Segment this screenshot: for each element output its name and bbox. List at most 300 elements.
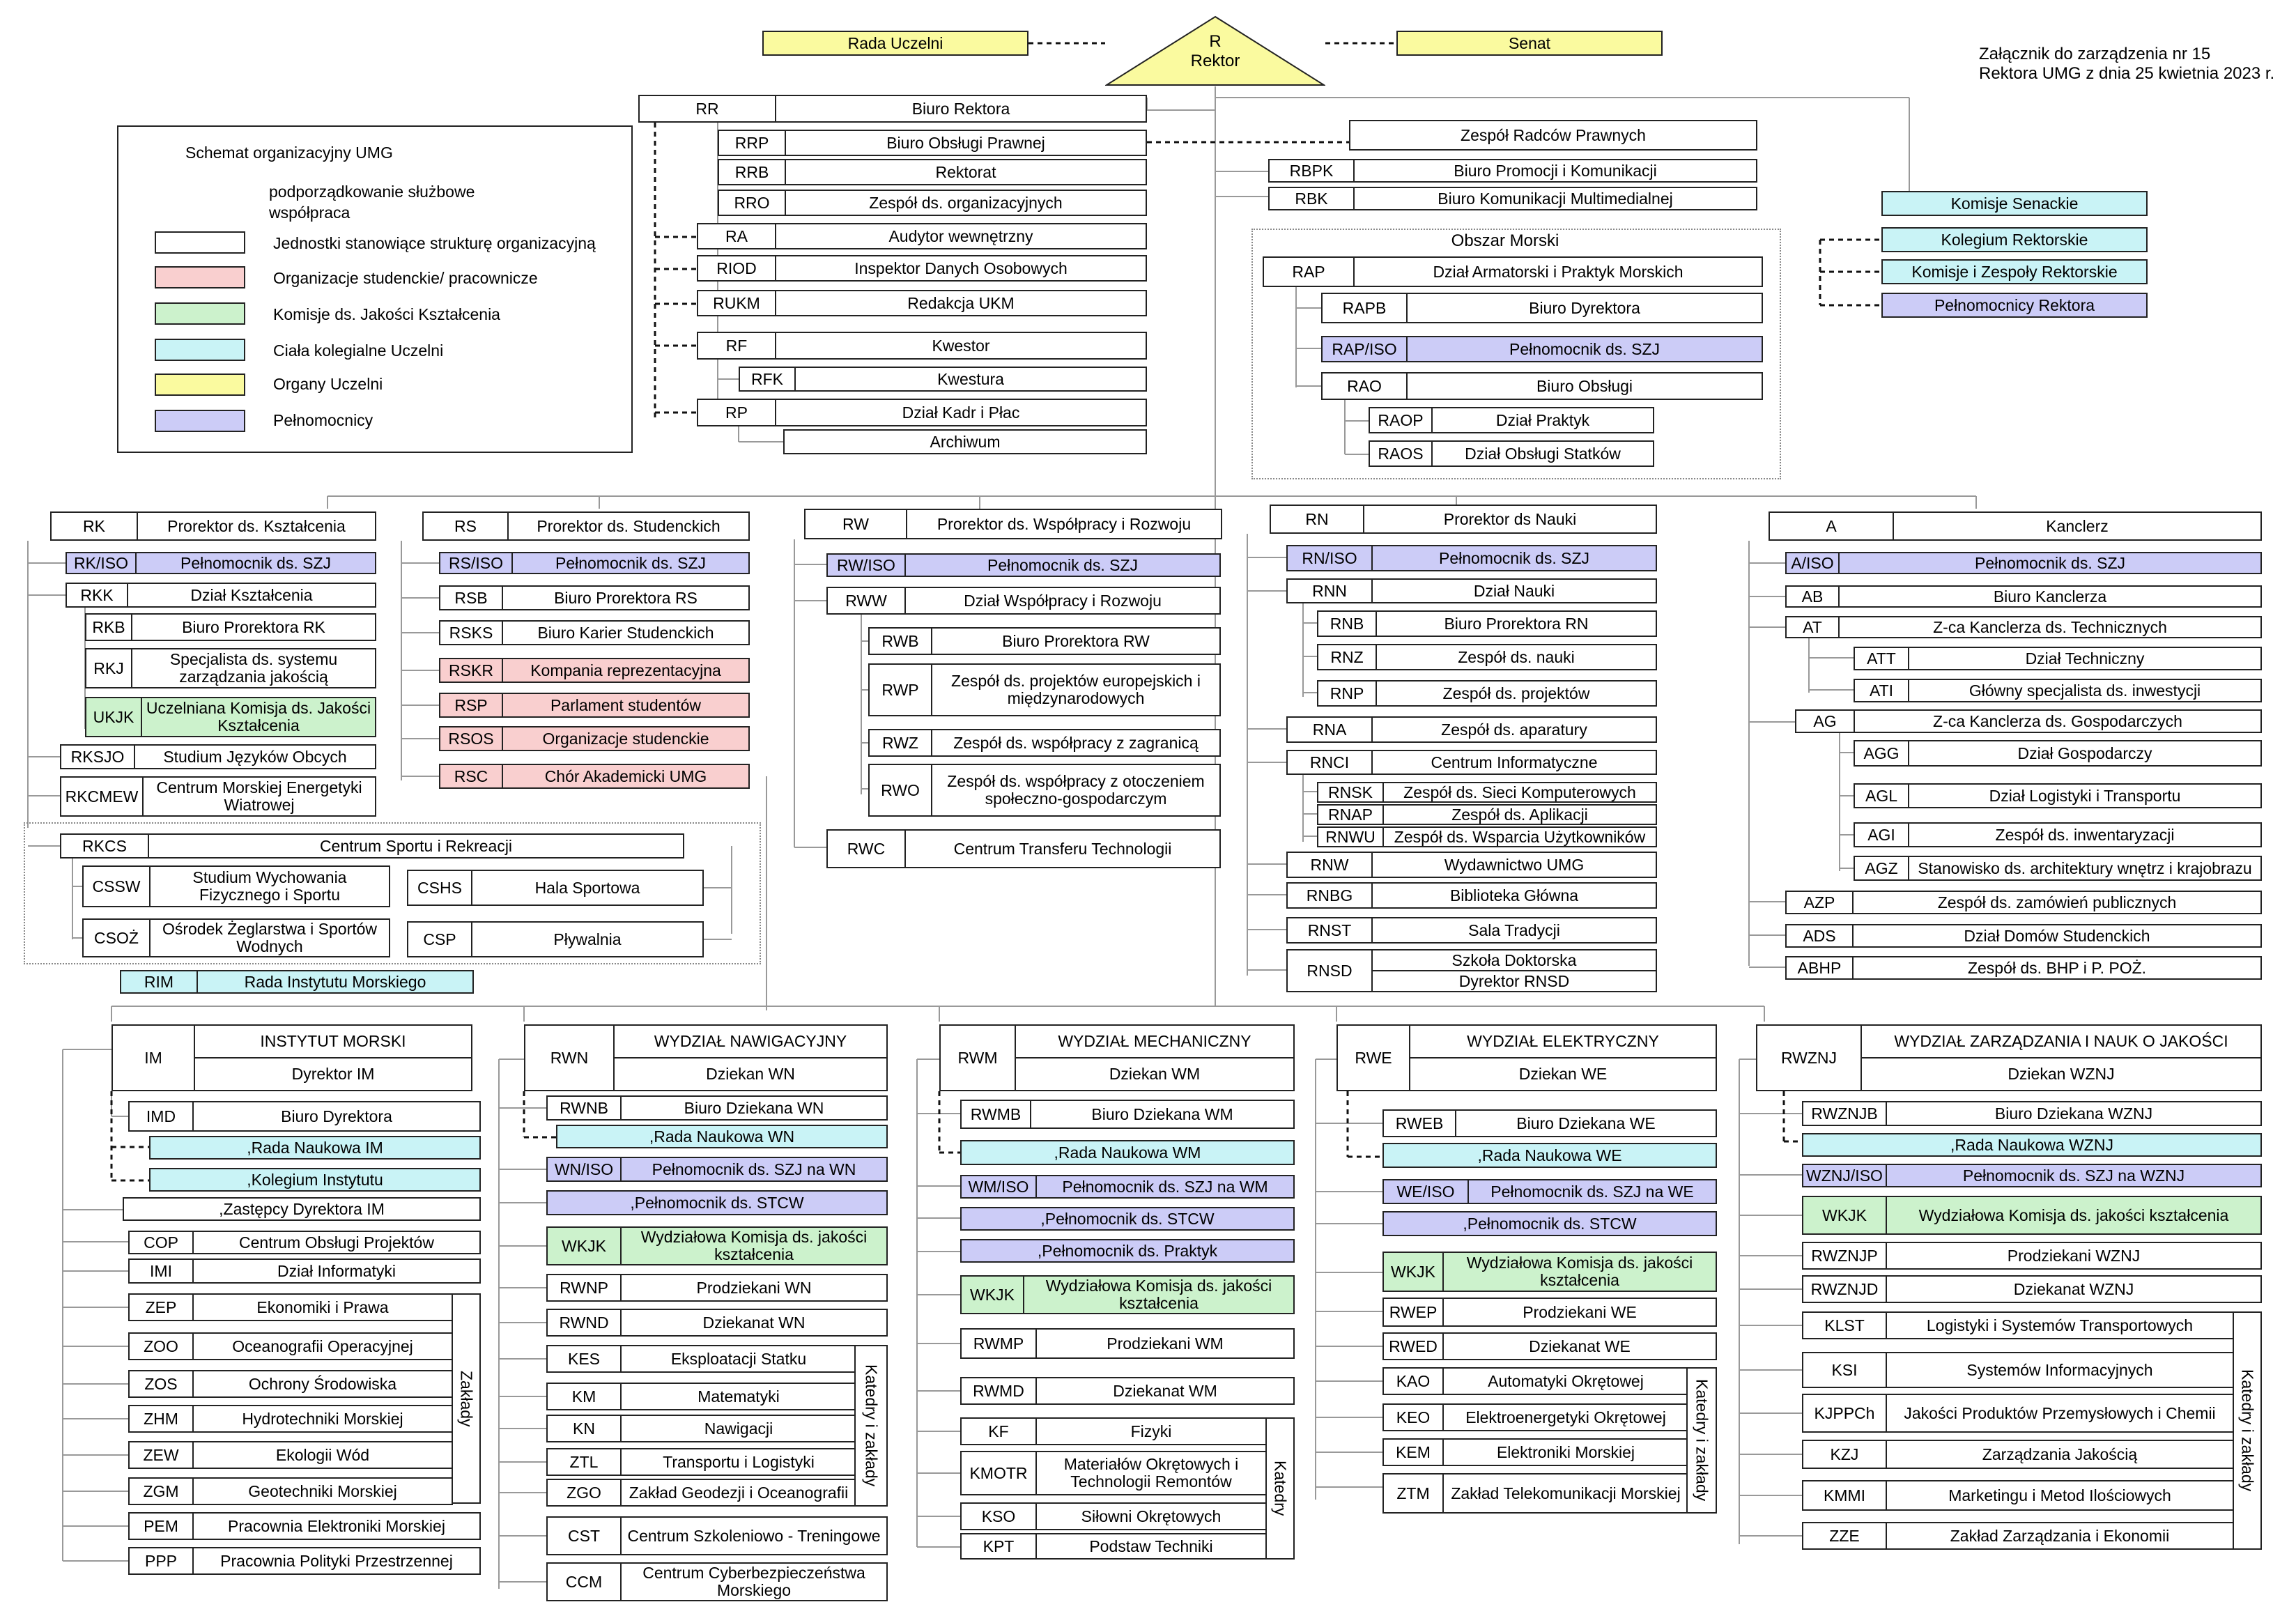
we-header-box	[1336, 1024, 1717, 1091]
unit-label: Elektroniki Morskiej	[1496, 1442, 1635, 1461]
kolegium-instytutu-label: ,Kolegium Instytutu	[247, 1170, 383, 1189]
unit-code: RSC	[440, 765, 503, 787]
unit-wkjk	[960, 1275, 1295, 1314]
unit-code: PPP	[130, 1548, 194, 1573]
unit-label: Z-ca Kanclerza ds. Technicznych	[1933, 617, 2167, 636]
unit-label: Biuro Prorektora RK	[182, 617, 325, 636]
unit-ztm	[1382, 1473, 1689, 1514]
unit-label: Biuro Prorektora RW	[1002, 631, 1150, 650]
we-title: WYDZIAŁ ELEKTRYCZNY	[1410, 1026, 1716, 1058]
unit-label: Ekonomiki i Prawa	[256, 1298, 389, 1316]
unit-rwb	[868, 627, 1221, 655]
unit-code: ATT	[1855, 648, 1909, 669]
unit-rrb	[718, 159, 1147, 185]
we-side-label: Katedry i zakłady	[1686, 1367, 1717, 1514]
rada-naukowa-we-label: ,Rada Naukowa WE	[1477, 1146, 1622, 1164]
unit-label: Specjalista ds. systemu zarządzania jakością	[169, 650, 338, 686]
unit-label: Sala Tradycji	[1468, 921, 1560, 939]
unit-agl	[1854, 783, 2262, 808]
unit-code: RIOD	[698, 256, 776, 280]
rada-naukowa-im	[149, 1136, 481, 1160]
legend-dashed-label: współpraca	[269, 203, 350, 222]
unit-label: Dziekanat WN	[702, 1313, 806, 1332]
unit-rrp	[718, 130, 1147, 156]
unit-rnz	[1317, 644, 1657, 670]
wn-title: WYDZIAŁ NAWIGACYJNY	[615, 1026, 886, 1058]
unit-code: RRP	[719, 131, 786, 155]
unit-archiwum	[783, 429, 1147, 454]
unit-rwznjb	[1802, 1101, 2262, 1126]
unit-rbpk	[1268, 159, 1757, 183]
pelnomocnik-stcw-wm-label: ,Pełnomocnik ds. STCW	[1040, 1209, 1215, 1228]
unit-label: Dział Kadr i Płac	[902, 403, 1020, 422]
rada-naukowa-wm	[960, 1140, 1295, 1165]
unit-label: Dział Domów Studenckich	[1964, 926, 2150, 945]
wn-header-box	[524, 1024, 888, 1091]
unit-rnap	[1317, 804, 1657, 825]
unit-rkcs	[60, 833, 684, 859]
unit-code: CST	[548, 1518, 622, 1554]
unit-code: RF	[698, 333, 776, 358]
unit-label: Prodziekani WZNJ	[2007, 1246, 2141, 1265]
unit-rwc	[826, 829, 1221, 868]
pelnomocnik-stcw-wn	[546, 1190, 888, 1215]
unit-label: Biuro Prorektora RN	[1444, 614, 1589, 633]
unit-ukjk	[85, 697, 376, 737]
pelnomocnik-stcw-wm	[960, 1207, 1295, 1231]
unit-rsks	[439, 620, 750, 645]
unit-label: Zespół ds. BHP i P. POŻ.	[1967, 958, 2147, 977]
unit-code: ZHM	[130, 1406, 194, 1431]
legend-item-student: Organizacje studenckie/ pracownicze	[273, 269, 538, 287]
unit-code: RKCS	[61, 835, 149, 857]
unit-km	[546, 1383, 857, 1410]
unit-rweb	[1382, 1109, 1717, 1137]
unit-code: CCM	[548, 1564, 622, 1600]
unit-label: Centrum Sportu i Rekreacji	[319, 836, 513, 855]
unit-label: Zespół Radców Prawnych	[1461, 125, 1646, 144]
unit-code: KAO	[1384, 1369, 1444, 1394]
unit-code: RWNP	[548, 1275, 622, 1300]
unit-code: AT	[1787, 617, 1840, 637]
unit-azp	[1785, 891, 2262, 914]
unit-kn	[546, 1415, 857, 1442]
unit-code: A/ISO	[1787, 553, 1840, 573]
unit-rwnb	[546, 1095, 888, 1121]
unit-code: RWZNJD	[1803, 1277, 1887, 1302]
unit-code: RS	[424, 513, 509, 539]
unit-cst	[546, 1516, 888, 1555]
unit-label: Dział Obsługi Statków	[1465, 444, 1621, 463]
unit-label: Pełnomocnik ds. SZJ na WM	[1062, 1177, 1268, 1196]
unit-zespol-radcow-prawnych	[1349, 120, 1757, 151]
unit-label: Dział Logistyki i Transportu	[1989, 786, 2181, 805]
unit-label: Marketingu i Metod Ilościowych	[1948, 1486, 2171, 1504]
unit-abhp	[1785, 956, 2262, 980]
unit-code: KMOTR	[962, 1452, 1037, 1494]
unit-label: Prorektor ds. Studenckich	[537, 516, 721, 535]
unit-wkjk	[1802, 1196, 2262, 1235]
unit-code: RSKR	[440, 659, 503, 682]
unit-zew	[128, 1441, 453, 1469]
unit-rk	[50, 511, 376, 541]
pelnomocnik-stcw-wn-label: ,Pełnomocnik ds. STCW	[630, 1193, 804, 1212]
unit-label: Dział Współpracy i Rozwoju	[964, 591, 1162, 610]
unit-label: Geotechniki Morskiej	[248, 1481, 397, 1500]
unit-label: Biuro Dyrektora	[1529, 298, 1640, 317]
unit-code: KSI	[1803, 1353, 1887, 1387]
unit-label: Zakład Telekomunikacji Morskiej	[1451, 1484, 1681, 1502]
zastepcy-dyrektora-im	[123, 1197, 481, 1221]
unit-label: Studium Języków Obcych	[163, 747, 347, 766]
unit-label: Fizyki	[1130, 1422, 1172, 1440]
unit-code: WM/ISO	[962, 1176, 1037, 1197]
unit-code: RKJ	[86, 649, 132, 687]
im-code: IM	[113, 1026, 195, 1090]
unit-code: RIM	[121, 971, 198, 992]
unit-label: Dziekanat WZNJ	[2013, 1279, 2134, 1298]
im-title: INSTYTUT MORSKI	[195, 1026, 471, 1058]
unit-code: RWMB	[962, 1101, 1031, 1127]
unit-rnci	[1286, 750, 1657, 775]
unit-rukm	[697, 290, 1147, 316]
unit-label: Pełnomocnik ds. SZJ na WN	[652, 1160, 856, 1178]
unit-label: Ekologii Wód	[275, 1445, 370, 1464]
unit-code: KEM	[1384, 1440, 1444, 1465]
unit-code: RBPK	[1270, 160, 1355, 181]
unit-label: Prodziekani WE	[1523, 1302, 1637, 1321]
unit-rnsk	[1317, 782, 1657, 803]
im-head: Dyrektor IM	[291, 1065, 375, 1083]
unit-rfk	[739, 367, 1147, 392]
unit-kzj	[1802, 1440, 2234, 1469]
rector-label	[1157, 32, 1274, 71]
unit-label: Pełnomocnik ds. SZJ	[555, 553, 707, 572]
rector-name: Rektor	[1190, 52, 1240, 70]
unit-code: RSP	[440, 694, 503, 716]
rada-naukowa-wn-label: ,Rada Naukowa WN	[649, 1127, 795, 1146]
unit-label: Dział Nauki	[1473, 581, 1555, 600]
unit-label: Inspektor Danych Osobowych	[854, 259, 1068, 277]
unit-zgo	[546, 1479, 857, 1507]
unit-code: RWEP	[1384, 1299, 1444, 1325]
unit-label: Biuro Karier Studenckich	[537, 623, 714, 642]
unit-code: RNST	[1288, 918, 1373, 942]
wn-head: Dziekan WN	[706, 1065, 795, 1083]
unit-code: IMI	[130, 1260, 194, 1282]
rada-naukowa-wznj	[1802, 1133, 2262, 1157]
unit-label: Parlament studentów	[550, 695, 702, 714]
unit-ccm	[546, 1562, 888, 1601]
unit-label: Zespół ds. projektów europejskich i międzynarodowych	[951, 672, 1201, 707]
unit-rsc	[439, 764, 750, 789]
wm-code: RWM	[941, 1026, 1016, 1090]
unit-label: Dział Informatyki	[277, 1261, 396, 1280]
unit-label: Centrum Cyberbezpieczeństwa Morskiego	[642, 1564, 865, 1599]
unit-label: Stanowisko ds. architektury wnętrz i krajobrazu	[1918, 859, 2252, 877]
unit-imi	[128, 1258, 481, 1284]
unit-label: Biuro Obsługi Prawnej	[886, 133, 1045, 152]
unit-code: AZP	[1787, 892, 1854, 913]
legend-swatch-organs	[155, 374, 245, 396]
unit-code: IMD	[130, 1102, 194, 1130]
unit-label: Hala Sportowa	[534, 878, 640, 897]
unit-label: Biuro Dziekana WN	[684, 1098, 824, 1117]
unit-rim	[120, 970, 474, 994]
unit-label: Dział Praktyk	[1495, 410, 1590, 429]
wm-side-label: Katedry	[1265, 1417, 1295, 1560]
unit-label: Centrum Szkoleniowo - Treningowe	[627, 1526, 881, 1545]
unit-rkj	[85, 648, 376, 688]
unit-code: RAP	[1264, 258, 1355, 286]
unit-rwmp	[960, 1328, 1295, 1359]
rada-naukowa-we	[1382, 1143, 1717, 1168]
unit-rnst	[1286, 917, 1657, 944]
unit-label: Wydziałowa Komisja ds. jakości kształcenia	[1918, 1206, 2229, 1224]
unit-label: Kompania reprezentacyjna	[530, 661, 721, 679]
unit-rwmd	[960, 1377, 1295, 1405]
unit-csoz	[82, 918, 390, 957]
unit-code: RWC	[828, 831, 906, 867]
unit-code: ZTM	[1384, 1475, 1444, 1512]
unit-code: KSO	[962, 1504, 1037, 1529]
unit-code: RWB	[870, 629, 932, 654]
unit-kso	[960, 1502, 1267, 1530]
unit-rap-iso	[1321, 336, 1763, 362]
unit-code: CSHS	[408, 871, 472, 904]
rada-naukowa-wm-label: ,Rada Naukowa WM	[1054, 1143, 1201, 1162]
legend-swatch-units	[155, 231, 245, 254]
unit-code: ATI	[1855, 680, 1909, 701]
unit-code: RW/ISO	[828, 555, 906, 576]
unit-rwep	[1382, 1298, 1717, 1327]
unit-code: RNW	[1288, 853, 1373, 877]
unit-agz	[1854, 856, 2262, 881]
unit-code: RSKS	[440, 622, 503, 644]
unit-label: Zespół ds. Aplikacji	[1451, 805, 1588, 824]
unit-rsp	[439, 693, 750, 718]
unit-label: Wydziałowa Komisja ds. jakości kształcenia	[1466, 1254, 1693, 1289]
unit-label: Podstaw Techniki	[1089, 1537, 1213, 1555]
unit-label: Redakcja UKM	[907, 293, 1015, 312]
unit-raos	[1369, 440, 1654, 467]
unit-wkjk	[1382, 1252, 1717, 1292]
unit-label: Wydawnictwo UMG	[1444, 855, 1585, 874]
wznj-title: WYDZIAŁ ZARZĄDZANIA I NAUK O JAKOŚCI	[1862, 1026, 2260, 1058]
unit-label: Ośrodek Żeglarstwa i Sportów Wodnych	[162, 920, 378, 955]
legend-swatch-plenipotentiary	[155, 410, 245, 432]
unit-code: RRO	[719, 191, 786, 215]
unit-label: Biuro Prorektora RS	[554, 588, 698, 607]
unit-sub-label: Dyrektor RNSD	[1458, 971, 1570, 990]
unit-label: Kwestor	[932, 336, 990, 355]
unit-rwed	[1382, 1332, 1717, 1360]
we-code: RWE	[1338, 1026, 1410, 1090]
unit-code: RWED	[1384, 1334, 1444, 1359]
unit-code: RWEB	[1384, 1111, 1456, 1136]
unit-code: RP	[698, 400, 776, 425]
unit-rwznjp	[1802, 1242, 2262, 1270]
unit-label: Pełnomocnik ds. SZJ	[1974, 553, 2126, 572]
unit-code: RNSK	[1318, 783, 1384, 801]
unit-label: Audytor wewnętrzny	[888, 226, 1033, 245]
unit-code: RSOS	[440, 727, 503, 750]
unit-code: RKK	[67, 584, 128, 606]
unit-a	[1769, 511, 2262, 541]
unit-label: Biuro Komunikacji Multimedialnej	[1438, 189, 1673, 208]
unit-label: Dział Techniczny	[2025, 649, 2145, 668]
unit-label: Biuro Dziekana WM	[1091, 1104, 1233, 1123]
unit-rkb	[85, 613, 376, 641]
unit-zze	[1802, 1522, 2234, 1550]
unit-label: Oceanografii Operacyjnej	[232, 1337, 413, 1355]
unit-label: Dział Kształcenia	[190, 585, 313, 604]
legend-swatch-quality	[155, 302, 245, 325]
unit-label: Zespół ds. projektów	[1442, 684, 1590, 702]
unit-rwmb	[960, 1100, 1295, 1129]
unit-label: Organizacje studenckie	[542, 729, 709, 748]
unit-label: Pływalnia	[553, 930, 622, 948]
unit-label: Zespół ds. nauki	[1458, 647, 1575, 666]
unit-rapb	[1321, 293, 1763, 323]
unit-label: Chór Akademicki UMG	[544, 767, 707, 785]
legend-item-units: Jednostki stanowiące strukturę organizacyjną	[273, 234, 596, 252]
unit-code: WZNJ/ISO	[1803, 1165, 1887, 1186]
unit-label: Biuro Dyrektora	[281, 1107, 392, 1125]
unit-label: Nawigacji	[704, 1419, 773, 1438]
unit-label: Szkoła Doktorska	[1373, 950, 1656, 971]
unit-label: Zarządzania Jakością	[1982, 1445, 2138, 1463]
unit-zep	[128, 1293, 453, 1321]
unit-rp	[697, 399, 1147, 426]
legend-swatch-student	[155, 266, 245, 288]
wm-title: WYDZIAŁ MECHANICZNY	[1016, 1026, 1293, 1058]
unit-ag	[1795, 709, 2262, 733]
unit-code: RFK	[740, 368, 796, 390]
unit-ads	[1785, 924, 2262, 948]
unit-label: Centrum Transferu Technologii	[953, 839, 1172, 858]
unit-code: COP	[130, 1232, 194, 1253]
unit-kmotr	[960, 1451, 1267, 1495]
unit-code: AGG	[1855, 741, 1909, 765]
unit-wm-iso	[960, 1175, 1295, 1199]
unit-label: Zespół ds. Sieci Komputerowych	[1403, 783, 1636, 801]
unit-code: RNWU	[1318, 828, 1384, 846]
unit-code: RNAP	[1318, 806, 1384, 824]
rada-uczelni-box	[762, 31, 1028, 56]
unit-label: Automatyki Okrętowej	[1488, 1371, 1644, 1390]
pelnomocnik-praktyk-wm-label: ,Pełnomocnik ds. Praktyk	[1037, 1241, 1218, 1260]
unit-we-iso	[1382, 1179, 1717, 1204]
unit-code: KEO	[1384, 1405, 1444, 1430]
unit-label: Dziekanat WM	[1113, 1381, 1217, 1400]
unit-kes	[546, 1345, 857, 1373]
komisje-senackie-label: Komisje Senackie	[1950, 194, 2079, 213]
unit-label: Zespół ds. inwentaryzacji	[1995, 825, 2175, 844]
unit-label: Dziekanat WE	[1529, 1337, 1631, 1355]
unit-rkcmew	[60, 776, 376, 817]
unit-code: AGI	[1855, 824, 1909, 846]
unit-ppp	[128, 1547, 481, 1575]
unit-code: KMMI	[1803, 1481, 1887, 1509]
unit-label: Biuro Kanclerza	[1993, 587, 2107, 606]
unit-rnbg	[1286, 882, 1657, 909]
unit-label: Główny specjalista ds. inwestycji	[1968, 681, 2201, 700]
unit-rksjo	[60, 744, 376, 769]
unit-label: Pracownia Elektroniki Morskiej	[228, 1516, 445, 1535]
unit-code: RKSJO	[61, 746, 135, 768]
attachment-note	[1979, 45, 2274, 84]
unit-label: Siłowni Okrętowych	[1081, 1507, 1222, 1525]
unit-code: WKJK	[962, 1277, 1024, 1313]
unit-label: Pełnomocnik ds. SZJ	[1438, 548, 1590, 567]
unit-code: RWMD	[962, 1378, 1037, 1403]
unit-label: Kanclerz	[2046, 516, 2109, 535]
unit-code: WN/ISO	[548, 1158, 622, 1180]
we-head: Dziekan WE	[1518, 1065, 1608, 1083]
unit-label: Zespół ds. Wsparcia Użytkowników	[1394, 827, 1646, 846]
unit-code: PEM	[130, 1514, 194, 1539]
unit-code: RR	[640, 96, 776, 121]
unit-code: RKB	[86, 615, 132, 640]
pelnomocnicy-rektora-label: Pełnomocnicy Rektora	[1934, 295, 2095, 314]
unit-label: Biuro Promocji i Komunikacji	[1454, 161, 1657, 180]
unit-code: RNZ	[1318, 645, 1377, 669]
unit-code: WKJK	[1384, 1253, 1444, 1291]
unit-label: Zakład Zarządzania i Ekonomii	[1950, 1526, 2170, 1545]
unit-code: RNB	[1318, 612, 1377, 636]
unit-label: Zespół ds. współpracy z otoczeniem społeczno-gospodarczym	[947, 772, 1205, 808]
unit-rnw	[1286, 852, 1657, 878]
unit-code: KM	[548, 1384, 622, 1409]
unit-ra	[697, 223, 1147, 249]
unit-code: RWZNJB	[1803, 1102, 1887, 1125]
unit-code: RWZNJP	[1803, 1243, 1887, 1268]
unit-label: Wydziałowa Komisja ds. jakości kształcenia	[1045, 1277, 1272, 1312]
unit-label: Pełnomocnik ds. SZJ na WE	[1490, 1182, 1694, 1201]
unit-rwnp	[546, 1274, 888, 1302]
unit-label: Prodziekani WN	[696, 1278, 812, 1297]
unit-label: Uczelniana Komisja ds. Jakości Kształcenia	[146, 699, 371, 734]
unit-rr	[638, 95, 1147, 123]
unit-code: AGZ	[1855, 857, 1909, 879]
unit-label: Pełnomocnik ds. SZJ	[1509, 339, 1661, 358]
unit-rwz	[868, 729, 1221, 757]
unit-rn	[1270, 505, 1657, 534]
unit-label: Pełnomocnik ds. SZJ	[987, 555, 1139, 574]
unit-rs-iso	[439, 552, 750, 574]
unit-label: Biuro Rektora	[911, 99, 1010, 118]
unit-label: Zespół ds. organizacyjnych	[869, 193, 1063, 212]
unit-label: Biuro Dziekana WZNJ	[1994, 1104, 2153, 1123]
unit-rk-iso	[66, 552, 376, 574]
unit-code: CSP	[408, 923, 472, 956]
obszar-morski-title: Obszar Morski	[1451, 231, 1559, 250]
unit-code: A	[1770, 513, 1894, 539]
unit-code: RS/ISO	[440, 553, 513, 573]
unit-code: RW	[806, 510, 907, 538]
komisje-zespoly-rektorskie	[1881, 259, 2148, 284]
kolegium-instytutu	[149, 1168, 481, 1192]
unit-label: Dział Armatorski i Praktyk Morskich	[1433, 262, 1684, 281]
wznj-header-box	[1756, 1024, 2262, 1091]
unit-raop	[1369, 407, 1654, 433]
unit-code: RAPB	[1323, 294, 1408, 322]
unit-kf	[960, 1417, 1267, 1445]
unit-wkjk	[546, 1226, 888, 1265]
unit-code: KJPPCh	[1803, 1395, 1887, 1431]
legend-solid-label: podporządkowanie służbowe	[269, 183, 475, 201]
